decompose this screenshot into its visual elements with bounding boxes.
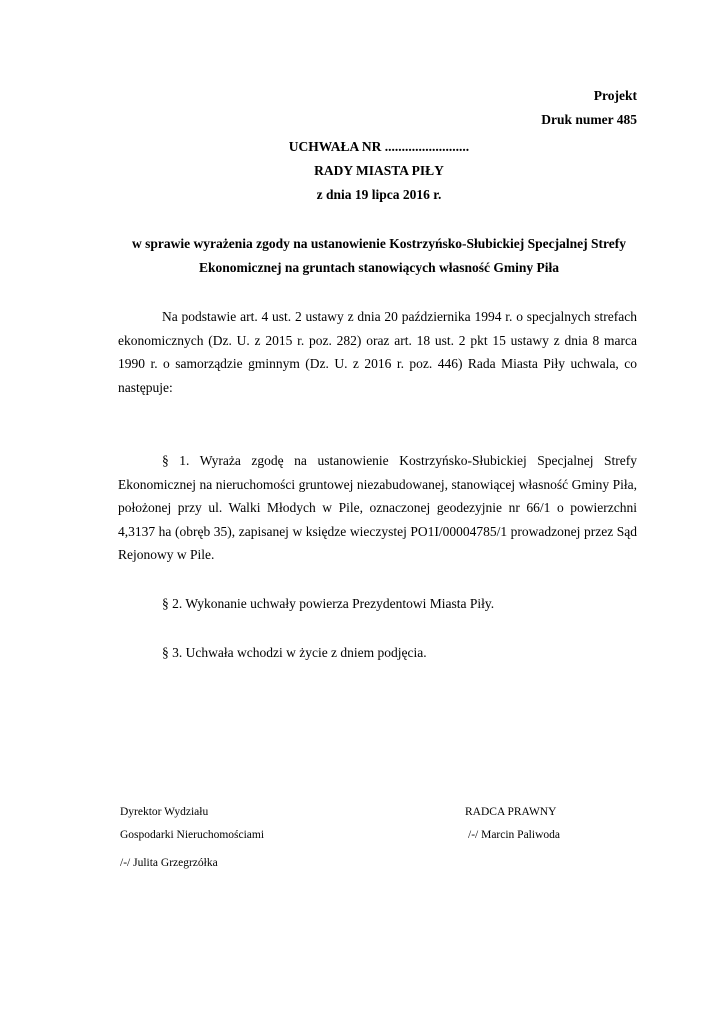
resolution-subject [120,232,638,280]
resolution-date: z dnia 19 lipca 2016 r. [316,187,442,202]
council-name: RADY MIASTA PIŁY [314,163,444,178]
signature-right-name: /-/ Marcin Paliwoda [468,829,560,841]
druk-number: Druk numer 485 [541,112,637,127]
signature-left-title: Dyrektor Wydziału [120,806,209,818]
resolution-number: UCHWAŁA NR ......................... [288,139,470,154]
subject-line-2: Ekonomicznej na gruntach stanowiących własność Gminy Piła [198,260,560,275]
preamble-paragraph: Na podstawie art. 4 ust. 2 ustawy z dnia 20 października 1994 r. o specjalnych strefach ekonomicznych (Dz. U. z 2015 r. poz. 282) oraz art. 18 ust. 2 pkt 15 ustawy z dnia 8 marca 1990 r. o samorządzie gminnym (Dz. U. z 2016 r. poz. 446) Rada Miasta Piły uchwala, co następuje: [118,309,637,395]
signature-right-title: RADCA PRAWNY [465,806,557,818]
section-2: § 2. Wykonanie uchwały powierza Prezydentowi Miasta Piły. [162,596,495,611]
signature-left-department: Gospodarki Nieruchomościami [120,829,265,841]
section-1: § 1. Wyraża zgodę na ustanowienie Kostrzyńsko-Słubickiej Specjalnej Strefy Ekonomicznej na nieruchomości gruntowej niezabudowanej, stanowiącej własność Gminy Piła, położonej przy ul. Walki Młodych w Pile, oznaczonej geodezyjnie nr 66/1 o powierzchni 4,3137 ha (obręb 35), zapisanej w księdze wieczystej PO1I/00004785/1 prowadzonej przez Sąd Rejonowy w Pile. [118,453,637,563]
subject-line-1: w sprawie wyrażenia zgody na ustanowienie Kostrzyńsko-Słubickiej Specjalnej Strefy [132,236,626,251]
projekt-label: Projekt [593,88,637,103]
section-3: § 3. Uchwała wchodzi w życie z dniem podjęcia. [162,645,427,660]
signature-left-name: /-/ Julita Grzegrzółka [120,857,218,869]
